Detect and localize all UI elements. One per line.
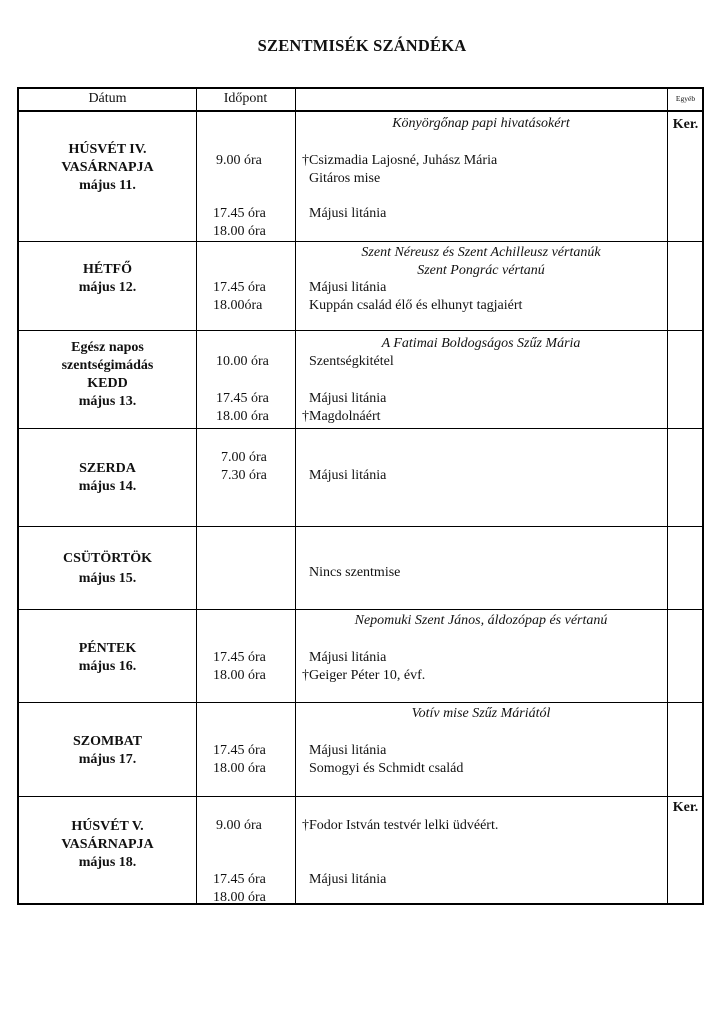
mass-intentions-table bbox=[17, 87, 704, 905]
date-cell-line: május 16. bbox=[78, 659, 137, 674]
header-time: Időpont bbox=[223, 91, 268, 106]
intention-text: Májusi litánia bbox=[309, 206, 387, 221]
column-divider bbox=[667, 89, 668, 903]
date-cell-line: HÚSVÉT V. bbox=[71, 819, 144, 834]
header-other: Egyéb bbox=[675, 94, 696, 103]
feast-name: Nepomuki Szent János, áldozópap és vértanú bbox=[354, 613, 608, 628]
intention-text: †Csizmadia Lajosné, Juhász Mária bbox=[302, 153, 498, 168]
row-divider bbox=[19, 702, 702, 703]
time-value: 18.00 óra bbox=[213, 761, 266, 776]
row-divider bbox=[19, 241, 702, 242]
date-cell-line: szentségimádás bbox=[61, 358, 154, 373]
time-value: 17.45 óra bbox=[213, 743, 266, 758]
date-cell-line: HÉTFŐ bbox=[82, 262, 132, 277]
time-value: 17.45 óra bbox=[213, 650, 266, 665]
time-value: 7.30 óra bbox=[221, 468, 267, 483]
time-value: 7.00 óra bbox=[221, 450, 267, 465]
column-divider bbox=[196, 89, 197, 903]
time-value: 18.00 óra bbox=[213, 668, 266, 683]
date-cell-line: VASÁRNAPJA bbox=[61, 160, 154, 175]
intention-text: Májusi litánia bbox=[309, 650, 387, 665]
time-value: 9.00 óra bbox=[216, 818, 262, 833]
intention-text: Májusi litánia bbox=[309, 280, 387, 295]
date-cell-line: május 13. bbox=[78, 394, 137, 409]
feast-name: Szent Néreusz és Szent Achilleusz vértanúk bbox=[361, 245, 601, 260]
intention-text: Nincs szentmise bbox=[309, 565, 401, 580]
date-cell-line: HÚSVÉT IV. bbox=[68, 142, 147, 157]
row-divider bbox=[19, 330, 702, 331]
intention-text: Somogyi és Schmidt család bbox=[309, 761, 464, 776]
date-cell-line: május 17. bbox=[78, 752, 137, 767]
date-cell-line: május 12. bbox=[78, 280, 137, 295]
date-cell-line: Egész napos bbox=[71, 340, 144, 355]
date-cell-line: CSÜTÖRTÖK bbox=[63, 551, 152, 566]
intention-text: Kuppán család élő és elhunyt tagjaiért bbox=[309, 298, 523, 313]
time-value: 17.45 óra bbox=[213, 872, 266, 887]
column-divider bbox=[295, 89, 296, 903]
time-value: 18.00óra bbox=[213, 298, 263, 313]
header-divider bbox=[19, 110, 702, 112]
intention-text: †Magdolnáért bbox=[302, 409, 381, 424]
time-value: 17.45 óra bbox=[216, 391, 269, 406]
date-cell-line: KEDD bbox=[87, 376, 128, 391]
header-date: Dátum bbox=[88, 91, 127, 106]
row-divider bbox=[19, 796, 702, 797]
date-cell-line: május 15. bbox=[78, 571, 137, 586]
other-note: Ker. bbox=[672, 117, 699, 132]
time-value: 18.00 óra bbox=[216, 409, 269, 424]
time-value: 17.45 óra bbox=[213, 280, 266, 295]
intention-text: Májusi litánia bbox=[309, 743, 387, 758]
row-divider bbox=[19, 428, 702, 429]
row-divider bbox=[19, 609, 702, 610]
row-divider bbox=[19, 526, 702, 527]
feast-name: Könyörgőnap papi hivatásokért bbox=[392, 116, 570, 131]
date-cell-line: SZERDA bbox=[79, 461, 136, 476]
intention-text: Májusi litánia bbox=[309, 468, 387, 483]
date-cell-line: május 11. bbox=[79, 178, 136, 193]
other-note: Ker. bbox=[672, 800, 699, 815]
feast-name: Votív mise Szűz Máriától bbox=[411, 706, 551, 721]
feast-name: A Fatimai Boldogságos Szűz Mária bbox=[381, 336, 581, 351]
time-value: 10.00 óra bbox=[216, 354, 269, 369]
intention-text: †Geiger Péter 10, évf. bbox=[302, 668, 426, 683]
intention-text: Májusi litánia bbox=[309, 872, 387, 887]
intention-text: Szentségkitétel bbox=[309, 354, 394, 369]
intention-text: Májusi litánia bbox=[309, 391, 387, 406]
time-value: 18.00 óra bbox=[213, 224, 266, 239]
page-title: SZENTMISÉK SZÁNDÉKA bbox=[257, 36, 467, 55]
intention-text: Gitáros mise bbox=[309, 171, 381, 186]
time-value: 9.00 óra bbox=[216, 153, 262, 168]
date-cell-line: PÉNTEK bbox=[78, 641, 137, 656]
date-cell-line: május 18. bbox=[78, 855, 137, 870]
date-cell-line: VASÁRNAPJA bbox=[61, 837, 154, 852]
time-value: 18.00 óra bbox=[213, 890, 266, 905]
date-cell-line: május 14. bbox=[78, 479, 137, 494]
feast-name: Szent Pongrác vértanú bbox=[417, 263, 545, 278]
date-cell-line: SZOMBAT bbox=[73, 734, 142, 749]
intention-text: †Fodor István testvér lelki üdvéért. bbox=[302, 818, 499, 833]
time-value: 17.45 óra bbox=[213, 206, 266, 221]
